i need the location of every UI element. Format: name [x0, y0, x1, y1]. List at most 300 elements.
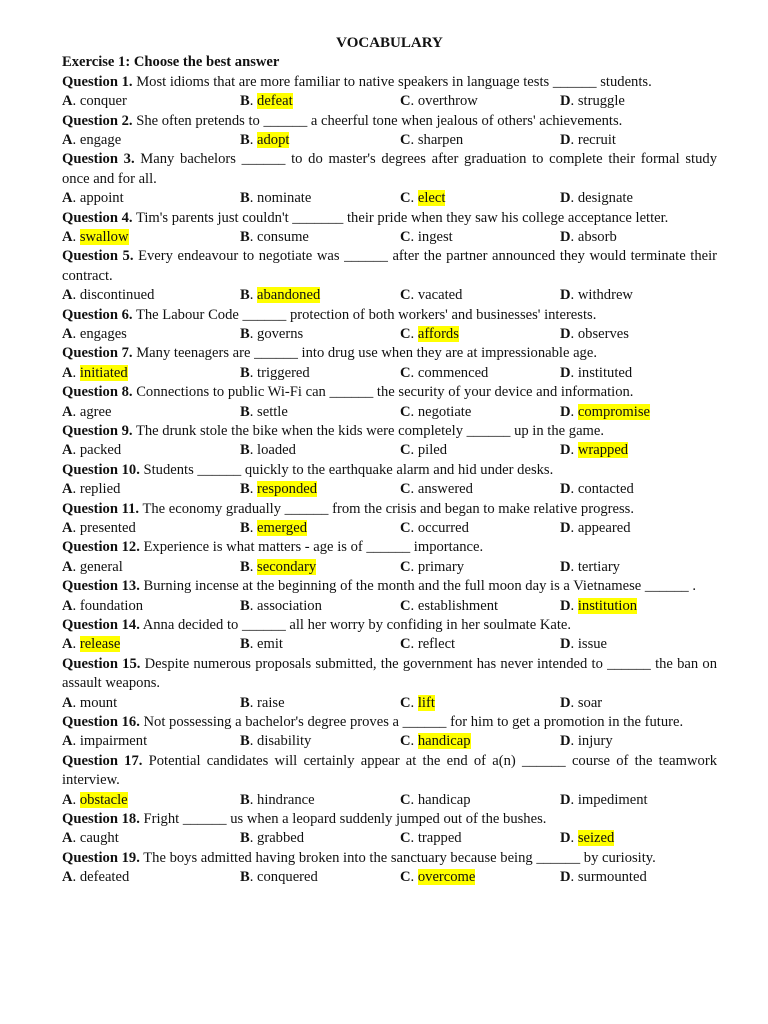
option-text-highlighted: defeat [257, 93, 293, 110]
question-item [62, 616, 717, 655]
answer-option-d[interactable]: D. institution [560, 597, 638, 614]
option-text-highlighted: swallow [79, 229, 129, 246]
option-letter: B [240, 93, 250, 110]
answer-option-d[interactable]: D. seized [560, 830, 615, 847]
question-label: Question 4. [62, 209, 133, 226]
option-letter: A [62, 93, 73, 110]
option-text: caught [79, 830, 119, 847]
question-item [62, 422, 717, 461]
answer-options [62, 480, 717, 499]
answer-option-d[interactable]: D. surmounted [560, 869, 647, 886]
answer-option-b[interactable]: B. secondary [240, 558, 317, 575]
answer-option-c[interactable]: C. establishment [400, 597, 499, 614]
question-label: Question 8. [62, 384, 133, 401]
answer-options [62, 732, 717, 751]
option-text-highlighted: adopt [257, 132, 290, 149]
answer-option-d[interactable]: D. withdrew [560, 287, 633, 304]
option-text: withdrew [577, 287, 633, 304]
option-letter: A [62, 132, 73, 149]
question-text: Tim's parents just couldn't _______ their pride when they saw his college acceptance letter. [135, 209, 669, 226]
answer-option-c[interactable]: C. answered [400, 481, 473, 498]
option-letter: B [240, 326, 250, 343]
question-label: Question 18. [62, 810, 140, 827]
option-text-highlighted: seized [577, 830, 615, 847]
option-text: absorb [577, 229, 617, 246]
option-text-highlighted: emerged [257, 520, 308, 536]
answer-option-b[interactable]: B. conquered [240, 869, 318, 886]
answer-option-c[interactable]: C. trapped [400, 830, 462, 847]
question-list [62, 73, 717, 888]
option-letter: A [62, 326, 73, 343]
answer-options [62, 92, 717, 111]
option-letter: C [400, 442, 411, 459]
option-text: conquered [257, 869, 318, 886]
answer-option-b[interactable]: B. association [240, 597, 322, 614]
answer-option-a[interactable]: A. release [62, 636, 121, 653]
option-text: impairment [79, 733, 148, 750]
option-letter: D [560, 830, 571, 847]
option-text: loaded [257, 442, 296, 459]
option-text: association [257, 597, 322, 614]
question-label: Question 17. [62, 752, 143, 769]
answer-option-a[interactable]: A. swallow [62, 229, 129, 246]
question-text: Despite numerous proposals submitted, the government has never intended to ______ the ban on assault weapons. [62, 655, 717, 692]
question-stem [62, 849, 717, 868]
answer-option-a[interactable]: A. impairment [62, 733, 148, 750]
option-text: general [79, 558, 123, 575]
answer-option-c[interactable]: C. elect [400, 190, 446, 207]
answer-option-c[interactable]: C. reflect [400, 636, 456, 653]
question-stem [62, 247, 717, 286]
option-letter: C [400, 869, 411, 886]
answer-option-a[interactable]: A. engage [62, 132, 122, 149]
option-letter: C [400, 326, 411, 343]
option-letter: A [62, 869, 73, 886]
answer-option-a[interactable]: A. caught [62, 830, 119, 847]
option-letter: D [560, 597, 571, 614]
answer-option-c[interactable]: C. primary [400, 558, 465, 575]
option-text: engages [79, 326, 127, 343]
option-text: grabbed [257, 830, 305, 847]
option-letter: D [560, 287, 571, 304]
option-text: mount [79, 694, 118, 711]
option-text-highlighted: secondary [257, 558, 317, 575]
option-text: conquer [79, 93, 127, 110]
option-letter: D [560, 326, 571, 343]
option-letter: D [560, 694, 571, 711]
answer-option-c[interactable]: C. commenced [400, 364, 489, 381]
option-text: emit [257, 636, 283, 653]
answer-option-d[interactable]: D. struggle [560, 93, 625, 110]
answer-option-d[interactable]: D. instituted [560, 364, 633, 381]
question-item [62, 500, 717, 539]
answer-option-b[interactable]: B. emit [240, 636, 283, 653]
option-text: designate [577, 190, 633, 207]
option-letter: B [240, 403, 250, 420]
option-letter: C [400, 403, 411, 420]
question-item [62, 306, 717, 345]
answer-option-a[interactable]: A. general [62, 558, 123, 575]
question-label: Question 10. [62, 461, 140, 478]
option-text-highlighted: elect [417, 190, 446, 207]
option-letter: A [62, 403, 73, 420]
option-letter: A [62, 830, 73, 847]
option-text: primary [417, 558, 465, 575]
question-text: Anna decided to ______ all her worry by confiding in her soulmate Kate. [142, 616, 572, 633]
question-label: Question 19. [62, 849, 140, 866]
option-text: handicap [417, 791, 471, 808]
option-text: recruit [577, 132, 616, 149]
answer-options [62, 868, 717, 887]
option-letter: B [240, 442, 250, 459]
option-letter: C [400, 520, 411, 536]
option-text: foundation [79, 597, 144, 614]
answer-option-a[interactable]: A. initiated [62, 364, 128, 381]
question-stem [62, 112, 717, 131]
question-label: Question 7. [62, 345, 133, 362]
question-text: Students ______ quickly to the earthquake alarm and hid under desks. [143, 461, 554, 478]
answer-option-c[interactable]: C. piled [400, 442, 448, 459]
answer-option-d[interactable]: D. wrapped [560, 442, 629, 459]
option-letter: B [240, 190, 250, 207]
answer-option-d[interactable]: D. appeared [560, 520, 631, 536]
question-text: The boys admitted having broken into the sanctuary because being ______ by curiosity. [143, 849, 656, 866]
option-letter: A [62, 442, 73, 459]
answer-options [62, 694, 717, 713]
option-text: sharpen [417, 132, 464, 149]
answer-option-a[interactable]: A. engages [62, 326, 127, 343]
question-stem [62, 538, 717, 557]
answer-option-b[interactable]: B. hindrance [240, 791, 315, 808]
answer-option-d[interactable]: D. tertiary [560, 558, 620, 575]
option-letter: C [400, 694, 411, 711]
option-text: instituted [577, 364, 633, 381]
answer-options [62, 286, 717, 305]
option-letter: C [400, 636, 411, 653]
option-letter: D [560, 791, 571, 808]
option-text: discontinued [79, 287, 155, 304]
option-letter: C [400, 558, 411, 575]
question-item [62, 383, 717, 422]
question-item [62, 810, 717, 849]
answer-option-b[interactable]: B. raise [240, 694, 285, 711]
answer-option-a[interactable]: A. conquer [62, 93, 127, 110]
option-letter: D [560, 229, 571, 246]
option-letter: D [560, 481, 571, 498]
answer-option-a[interactable]: A. discontinued [62, 287, 155, 304]
option-letter: C [400, 287, 411, 304]
option-letter: C [400, 132, 411, 149]
answer-option-b[interactable]: B. adopt [240, 132, 290, 149]
option-letter: B [240, 287, 250, 304]
question-item [62, 538, 717, 577]
option-text: negotiate [417, 403, 472, 420]
option-letter: A [62, 287, 73, 304]
option-text-highlighted: overcome [417, 869, 476, 886]
option-text: trapped [417, 830, 462, 847]
answer-option-b[interactable]: B. triggered [240, 364, 310, 381]
question-item [62, 577, 717, 616]
question-label: Question 16. [62, 713, 140, 730]
answer-option-c[interactable]: C. occurred [400, 520, 469, 536]
option-letter: D [560, 403, 571, 420]
option-text-highlighted: responded [257, 481, 318, 498]
answer-option-a[interactable]: A. defeated [62, 869, 130, 886]
answer-option-d[interactable]: D. soar [560, 694, 603, 711]
answer-option-c[interactable]: C. lift [400, 694, 435, 711]
question-stem [62, 616, 717, 635]
option-letter: B [240, 694, 250, 711]
answer-option-b[interactable]: B. responded [240, 481, 318, 498]
question-label: Question 14. [62, 616, 140, 633]
option-letter: B [240, 229, 250, 246]
question-item [62, 752, 717, 810]
answer-options [62, 403, 717, 422]
option-text: agree [79, 403, 112, 420]
question-label: Question 13. [62, 578, 140, 595]
option-text: disability [257, 733, 312, 750]
option-text-highlighted: handicap [417, 733, 471, 750]
answer-option-b[interactable]: B. emerged [240, 520, 308, 536]
option-letter: B [240, 636, 250, 653]
option-text: defeated [79, 869, 130, 886]
option-letter: D [560, 93, 571, 110]
question-stem [62, 209, 717, 228]
answer-options [62, 228, 717, 247]
option-letter: D [560, 636, 571, 653]
answer-option-d[interactable]: D. recruit [560, 132, 616, 149]
answer-option-a[interactable]: A. packed [62, 442, 122, 459]
option-text-highlighted: release [79, 636, 121, 653]
answer-option-d[interactable]: D. observes [560, 326, 629, 343]
answer-option-c[interactable]: C. overcome [400, 869, 476, 886]
answer-option-d[interactable]: D. contacted [560, 481, 634, 498]
answer-option-b[interactable]: B. consume [240, 229, 309, 246]
answer-option-d[interactable]: D. absorb [560, 229, 617, 246]
answer-option-b[interactable]: B. grabbed [240, 830, 305, 847]
question-label: Question 9. [62, 423, 133, 439]
option-text: ingest [417, 229, 453, 246]
option-text: triggered [257, 364, 310, 381]
option-letter: C [400, 597, 411, 614]
question-item [62, 713, 717, 752]
question-stem [62, 500, 717, 519]
option-letter: B [240, 132, 250, 149]
option-text: governs [257, 326, 304, 343]
answer-option-a[interactable]: A. mount [62, 694, 118, 711]
option-text: reflect [417, 636, 456, 653]
option-letter: B [240, 830, 250, 847]
question-stem [62, 422, 717, 441]
question-item [62, 461, 717, 500]
exercise-heading: Exercise 1: Choose the best answer [62, 54, 280, 71]
option-letter: A [62, 229, 73, 246]
option-text: appeared [577, 520, 631, 536]
option-letter: B [240, 558, 250, 575]
question-stem [62, 655, 717, 694]
question-label: Question 3. [62, 151, 135, 168]
option-text: packed [79, 442, 122, 459]
answer-option-b[interactable]: B. settle [240, 403, 288, 420]
option-text: replied [79, 481, 121, 498]
question-item [62, 73, 717, 112]
answer-option-a[interactable]: A. presented [62, 520, 136, 536]
question-stem [62, 461, 717, 480]
question-label: Question 15. [62, 655, 141, 672]
option-letter: C [400, 791, 411, 808]
option-text: appoint [79, 190, 124, 207]
option-letter: C [400, 481, 411, 498]
answer-option-a[interactable]: A. foundation [62, 597, 144, 614]
question-text: She often pretends to ______ a cheerful tone when jealous of others' achievements. [136, 112, 623, 129]
answer-options [62, 558, 717, 577]
option-text: establishment [417, 597, 499, 614]
option-text: tertiary [577, 558, 620, 575]
question-text: Most idioms that are more familiar to native speakers in language tests ______ students. [136, 73, 652, 90]
option-text: overthrow [417, 93, 478, 110]
option-text: observes [577, 326, 629, 343]
question-stem [62, 713, 717, 732]
answer-option-c[interactable]: C. sharpen [400, 132, 464, 149]
answer-options [62, 189, 717, 208]
option-letter: D [560, 364, 571, 381]
answer-options [62, 364, 717, 383]
option-text-highlighted: institution [577, 597, 638, 614]
question-stem [62, 810, 717, 829]
answer-option-d[interactable]: D. compromise [560, 403, 650, 420]
option-letter: A [62, 364, 73, 381]
question-text: Not possessing a bachelor's degree proves a ______ for him to get a promotion in the future. [143, 713, 684, 730]
option-text: surmounted [577, 869, 647, 886]
answer-option-c[interactable]: C. vacated [400, 287, 463, 304]
question-label: Question 2. [62, 112, 133, 129]
question-stem [62, 344, 717, 363]
answer-option-d[interactable]: D. impediment [560, 791, 648, 808]
option-letter: D [560, 190, 571, 207]
option-text: nominate [257, 190, 312, 207]
answer-options [62, 519, 717, 538]
question-text: Every endeavour to negotiate was ______ after the partner announced they would terminate their contract. [62, 248, 718, 284]
option-letter: C [400, 733, 411, 750]
answer-option-c[interactable]: C. ingest [400, 229, 453, 246]
option-letter: C [400, 364, 411, 381]
answer-option-c[interactable]: C. negotiate [400, 403, 472, 420]
option-letter: D [560, 558, 571, 575]
option-letter: D [560, 869, 571, 886]
option-text-highlighted: obstacle [79, 791, 128, 808]
answer-option-c[interactable]: C. handicap [400, 791, 471, 808]
question-stem [62, 577, 717, 596]
question-stem [62, 383, 717, 402]
option-text-highlighted: abandoned [257, 287, 321, 304]
answer-options [62, 829, 717, 848]
option-letter: D [560, 520, 571, 536]
question-stem [62, 150, 717, 189]
option-text: issue [577, 636, 608, 653]
option-text-highlighted: wrapped [577, 442, 629, 459]
question-text: Burning incense at the beginning of the month and the full moon day is a Vietnamese ______ . [143, 578, 696, 595]
option-letter: A [62, 597, 73, 614]
answer-option-a[interactable]: A. appoint [62, 190, 124, 207]
question-stem [62, 73, 717, 92]
answer-option-a[interactable]: A. obstacle [62, 791, 128, 808]
option-letter: B [240, 520, 250, 536]
question-stem [62, 752, 717, 791]
question-text: The drunk stole the bike when the kids were completely ______ up in the game. [135, 423, 605, 439]
option-letter: C [400, 190, 411, 207]
document-content [62, 34, 717, 888]
option-text: hindrance [257, 791, 315, 808]
answer-option-b[interactable]: B. disability [240, 733, 312, 750]
question-label: Question 5. [62, 248, 134, 265]
answer-option-a[interactable]: A. replied [62, 481, 121, 498]
option-text: injury [577, 733, 613, 750]
question-item [62, 209, 717, 248]
option-letter: B [240, 597, 250, 614]
option-text: commenced [417, 364, 489, 381]
question-text: Connections to public Wi-Fi can ______ the security of your device and information. [136, 384, 634, 401]
answer-option-b[interactable]: B. abandoned [240, 287, 321, 304]
option-letter: A [62, 481, 73, 498]
answer-option-c[interactable]: C. overthrow [400, 93, 478, 110]
answer-option-b[interactable]: B. governs [240, 326, 304, 343]
answer-option-d[interactable]: D. injury [560, 733, 613, 750]
answer-options [62, 131, 717, 150]
answer-option-b[interactable]: B. nominate [240, 190, 312, 207]
option-letter: A [62, 558, 73, 575]
answer-options [62, 441, 717, 460]
answer-option-c[interactable]: C. handicap [400, 733, 471, 750]
answer-options [62, 635, 717, 654]
option-text: contacted [577, 481, 634, 498]
question-text: The economy gradually ______ from the crisis and began to make relative progress. [142, 500, 635, 517]
option-letter: C [400, 830, 411, 847]
option-text: piled [417, 442, 448, 459]
option-text: engage [79, 132, 122, 149]
question-item [62, 112, 717, 151]
question-text: Potential candidates will certainly appear at the end of a(n) ______ course of the teamwork interview. [62, 752, 718, 789]
question-text: Many teenagers are ______ into drug use when they are at impressionable age. [136, 345, 597, 362]
question-item [62, 655, 717, 713]
question-label: Question 11. [62, 500, 140, 517]
question-label: Question 6. [62, 306, 133, 323]
option-text-highlighted: affords [417, 326, 459, 343]
option-text-highlighted: compromise [577, 403, 650, 420]
option-text: struggle [577, 93, 625, 110]
question-text: Many bachelors ______ to do master's degrees after graduation to complete their formal study once and for all. [62, 151, 718, 187]
option-letter: B [240, 791, 250, 808]
question-text: Experience is what matters - age is of ______ importance. [143, 539, 484, 556]
answer-option-d[interactable]: D. issue [560, 636, 608, 653]
answer-option-a[interactable]: A. agree [62, 403, 112, 420]
answer-option-b[interactable]: B. loaded [240, 442, 296, 459]
option-letter: A [62, 694, 73, 711]
question-label: Question 12. [62, 539, 140, 556]
option-letter: C [400, 93, 411, 110]
option-text: settle [257, 403, 288, 420]
page-title: VOCABULARY [336, 35, 443, 51]
option-letter: B [240, 364, 250, 381]
option-text: answered [417, 481, 473, 498]
answer-option-d[interactable]: D. designate [560, 190, 633, 207]
question-item [62, 344, 717, 383]
answer-option-b[interactable]: B. defeat [240, 93, 293, 110]
option-letter: C [400, 229, 411, 246]
option-letter: A [62, 520, 73, 536]
answer-option-c[interactable]: C. affords [400, 326, 459, 343]
option-text: consume [257, 229, 309, 246]
option-letter: D [560, 733, 571, 750]
